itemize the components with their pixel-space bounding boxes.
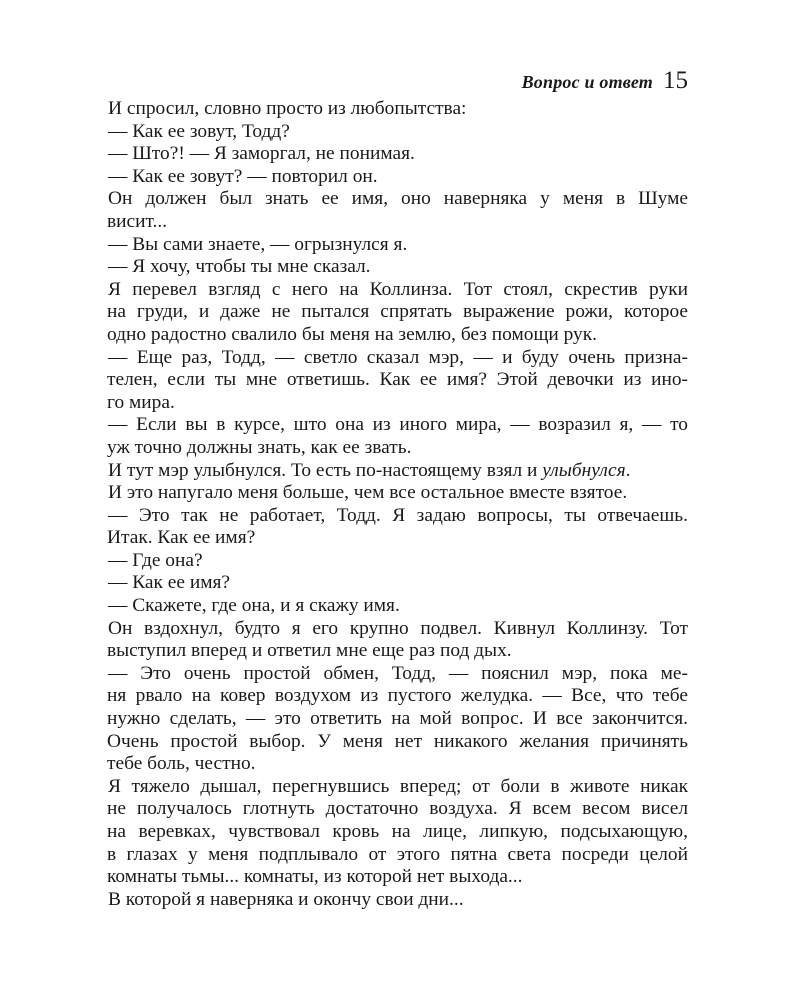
text-line: уж точно должны знать, как ее звать. <box>107 436 412 458</box>
body-text <box>108 98 688 911</box>
text-line: Он должен был знать ее имя, оно наверняка у меня в Шуме <box>108 188 688 210</box>
text-line: — Если вы в курсе, што она из иного мира, — возразил я, — то <box>108 414 688 436</box>
text-line: — Скажете, где она, и я скажу имя. <box>108 595 400 617</box>
text-line: Я тяжело дышал, перегнувшись вперед; от боли в животе никак <box>108 775 688 797</box>
text-line: Я перевел взгляд с него на Коллинза. Тот стоял, скрестив руки <box>108 278 688 300</box>
text-line: — Как ее зовут, Тодд? <box>108 120 290 142</box>
text-line: — Это очень простой обмен, Тодд, — пояснил мэр, пока ме- <box>108 662 688 684</box>
text-line: выступил вперед и ответил мне еще раз под дых. <box>107 640 512 662</box>
running-head-title: Вопрос и ответ <box>521 72 653 92</box>
running-head <box>108 64 688 98</box>
text-line: ня рвало на ковер воздухом из пустого желудка. — Все, что тебе <box>107 685 688 707</box>
text-line: — Што?! — Я заморгал, не понимая. <box>108 143 415 165</box>
text-line: телен, если ты мне ответишь. Как ее имя? Этой девочки из ино- <box>107 369 688 391</box>
text-line: одно радостно свалило бы меня на землю, без помощи рук. <box>107 323 598 345</box>
text-line: Очень простой выбор. У меня нет никакого желания причинять <box>107 730 688 752</box>
text-line: на груди, и даже не пытался спрятать выражение рожи, которое <box>107 301 688 323</box>
text-line: висит... <box>107 210 168 232</box>
book-page <box>108 64 688 911</box>
text-line: в глазах у меня подплывало от этого пятна света посреди целой <box>107 843 688 865</box>
text-line: — Вы сами знаете, — огрызнулся я. <box>108 233 408 255</box>
text-line: В которой я наверняка и окончу свои дни... <box>108 888 464 910</box>
text-line: нужно сделать, — это ответить на мой вопрос. И все закончится. <box>107 708 688 730</box>
text-line: — Я хочу, чтобы ты мне сказал. <box>108 256 371 278</box>
text-line: И тут мэр улыбнулся. То есть по-настоящему взял и улыбнулся. <box>108 459 631 481</box>
text-line: не получалось глотнуть достаточно воздуха. Я всем весом висел <box>107 798 688 820</box>
text-line: комнаты тьмы... комнаты, из которой нет выхода... <box>107 866 523 888</box>
text-line: Он вздохнул, будто я его крупно подвел. Кивнул Коллинзу. Тот <box>108 617 688 639</box>
text-line: Итак. Как ее имя? <box>107 527 256 549</box>
text-line: И спросил, словно просто из любопытства: <box>108 98 467 119</box>
text-line: — Как ее имя? <box>108 572 231 594</box>
text-line: — Еще раз, Тодд, — светло сказал мэр, — и буду очень призна- <box>108 346 688 368</box>
text-line: тебе боль, честно. <box>107 753 256 775</box>
text-line: го мира. <box>107 391 175 413</box>
page-number: 15 <box>663 67 688 94</box>
text-line: — Это так не работает, Тодд. Я задаю вопросы, ты отвечаешь. <box>108 504 688 526</box>
text-line: — Как ее зовут? — повторил он. <box>108 165 378 187</box>
text-line: И это напугало меня больше, чем все остальное вместе взятое. <box>108 482 628 504</box>
text-line: — Где она? <box>108 549 203 571</box>
text-line: на веревках, чувствовал кровь на лице, липкую, подсыхающую, <box>107 821 688 842</box>
